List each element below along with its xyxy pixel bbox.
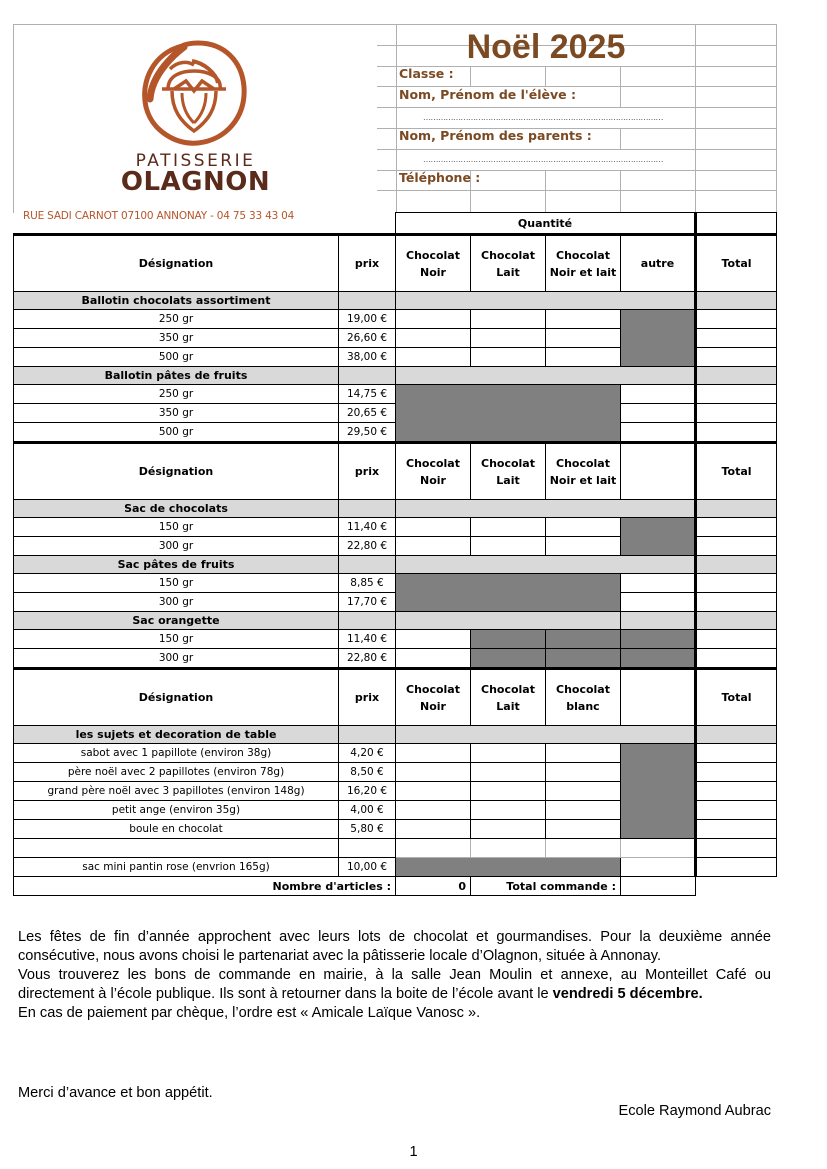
qty-chocolat-lait-input[interactable] — [471, 329, 546, 348]
category-total-blank — [696, 367, 777, 385]
category-total-blank — [696, 612, 777, 630]
product-price: 10,00 € — [339, 858, 396, 877]
product-price: 4,20 € — [339, 744, 396, 763]
quantite-header: Quantité — [396, 213, 696, 235]
product-row — [14, 385, 777, 404]
patisserie-logo — [13, 24, 377, 213]
unavailable-cell — [471, 649, 546, 669]
category-total-blank — [696, 500, 777, 518]
unavailable-cell — [621, 630, 696, 649]
row-total — [696, 858, 777, 877]
category-price-blank — [339, 367, 396, 385]
product-label: 150 gr — [14, 518, 339, 537]
product-label: boule en chocolat — [14, 820, 339, 839]
qty-autre-input[interactable] — [621, 839, 696, 858]
category-blank — [396, 500, 696, 518]
qty-chocolat-3-input[interactable] — [546, 763, 621, 782]
page-number: 1 — [409, 1144, 418, 1160]
hazelnut-logo-icon — [132, 39, 257, 147]
product-label: 150 gr — [14, 574, 339, 593]
chocolat-lait-header: Chocolat Lait — [471, 443, 546, 500]
unavailable-cell — [396, 574, 621, 612]
eleve-name-label: Nom, Prénom de l'élève : — [399, 87, 576, 102]
qty-autre-input[interactable] — [621, 423, 696, 443]
category-price-blank — [339, 726, 396, 744]
qty-chocolat-lait-input[interactable] — [471, 763, 546, 782]
product-row — [14, 593, 777, 612]
category-row — [14, 292, 777, 310]
category-price-blank — [339, 500, 396, 518]
grid-line — [620, 66, 621, 108]
qty-chocolat-noir-input[interactable] — [396, 820, 471, 839]
grid-line — [376, 190, 776, 191]
product-price: 14,75 € — [339, 385, 396, 404]
product-label: 500 gr — [14, 348, 339, 367]
category-row — [14, 500, 777, 518]
category-blank — [396, 726, 696, 744]
grid-line — [545, 66, 546, 87]
qty-chocolat-noir-input[interactable] — [396, 839, 471, 858]
grid-line — [620, 128, 621, 149]
row-total — [696, 385, 777, 404]
product-label: sac mini pantin rose (envrion 165g) — [14, 858, 339, 877]
product-price: 16,20 € — [339, 782, 396, 801]
designation-header: Désignation — [14, 443, 339, 500]
product-label: 350 gr — [14, 329, 339, 348]
product-price: 17,70 € — [339, 593, 396, 612]
qty-chocolat-3-input[interactable] — [546, 801, 621, 820]
qty-autre-input[interactable] — [621, 858, 696, 877]
category-blank — [396, 612, 621, 630]
chocolat-3-header: Chocolat Noir et lait — [546, 235, 621, 292]
eleve-name-field[interactable]: …………………………………………………………………………………… — [423, 113, 663, 122]
category-blank — [396, 367, 696, 385]
blank-cell — [696, 213, 777, 235]
total-commande-value — [621, 877, 696, 896]
row-total — [696, 537, 777, 556]
qty-chocolat-noir-input[interactable] — [396, 630, 471, 649]
product-label: 500 gr — [14, 423, 339, 443]
qty-chocolat-lait-input[interactable] — [471, 310, 546, 329]
signature: Ecole Raymond Aubrac — [618, 1103, 771, 1119]
unavailable-cell — [396, 385, 621, 443]
product-price: 8,85 € — [339, 574, 396, 593]
category-total-blank — [696, 556, 777, 574]
category-name: Sac pâtes de fruits — [14, 556, 339, 574]
qty-chocolat-noir-input[interactable] — [396, 310, 471, 329]
qty-chocolat-noir-input[interactable] — [396, 329, 471, 348]
product-price: 38,00 € — [339, 348, 396, 367]
category-row — [14, 556, 777, 574]
order-form-header — [13, 24, 776, 222]
unavailable-cell — [621, 518, 696, 556]
unavailable-cell — [546, 630, 621, 649]
qty-chocolat-lait-input[interactable] — [471, 782, 546, 801]
unavailable-cell — [621, 310, 696, 367]
order-table — [13, 212, 777, 896]
total-commande-label: Total commande : — [471, 877, 621, 896]
qty-chocolat-lait-input[interactable] — [471, 820, 546, 839]
logo-olagnon-text: OLAGNON — [120, 167, 271, 197]
thanks-text: Merci d’avance et bon appétit. — [18, 1085, 213, 1101]
category-price-blank — [339, 292, 396, 310]
column-header-row — [14, 669, 777, 726]
product-label: 150 gr — [14, 630, 339, 649]
qty-chocolat-lait-input[interactable] — [471, 801, 546, 820]
deadline-text: vendredi 5 décembre. — [552, 986, 703, 1002]
category-row — [14, 367, 777, 385]
order-summary-row — [14, 877, 777, 896]
prix-header: prix — [339, 443, 396, 500]
qty-chocolat-3-input[interactable] — [546, 537, 621, 556]
unavailable-cell — [546, 649, 621, 669]
product-price: 5,80 € — [339, 820, 396, 839]
chocolat-3-header: Chocolat Noir et lait — [546, 443, 621, 500]
total-header: Total — [696, 669, 777, 726]
qty-autre-input[interactable] — [621, 385, 696, 404]
qty-chocolat-noir-input[interactable] — [396, 744, 471, 763]
product-row — [14, 518, 777, 537]
qty-chocolat-lait-input[interactable] — [471, 348, 546, 367]
quantite-row — [14, 213, 777, 235]
category-blank — [621, 612, 696, 630]
product-label: 350 gr — [14, 404, 339, 423]
row-total — [696, 801, 777, 820]
category-name: Ballotin chocolats assortiment — [14, 292, 339, 310]
grid-line — [620, 170, 621, 212]
category-price-blank — [339, 612, 396, 630]
qty-chocolat-3-input[interactable] — [546, 839, 621, 858]
chocolat-noir-header: Chocolat Noir — [396, 669, 471, 726]
grid-line — [470, 66, 471, 87]
row-total — [696, 423, 777, 443]
column-header-row — [14, 235, 777, 292]
category-blank — [396, 292, 696, 310]
qty-autre-input[interactable] — [621, 404, 696, 423]
row-total — [696, 782, 777, 801]
unavailable-cell — [621, 744, 696, 839]
product-label — [14, 839, 339, 858]
classe-label: Classe : — [399, 66, 454, 81]
row-total — [696, 404, 777, 423]
autre-header — [621, 443, 696, 500]
grid-line — [545, 170, 546, 212]
category-total-blank — [696, 726, 777, 744]
product-label: 300 gr — [14, 593, 339, 612]
qty-autre-input[interactable] — [621, 593, 696, 612]
total-header: Total — [696, 235, 777, 292]
product-price: 22,80 € — [339, 537, 396, 556]
product-row — [14, 630, 777, 649]
qty-chocolat-noir-input[interactable] — [396, 782, 471, 801]
category-row — [14, 612, 777, 630]
unavailable-cell — [621, 649, 696, 669]
nombre-articles-value: 0 — [396, 877, 471, 896]
nombre-articles-label: Nombre d'articles : — [14, 877, 396, 896]
row-total — [696, 593, 777, 612]
parents-name-label: Nom, Prénom des parents : — [399, 128, 592, 143]
row-total — [696, 518, 777, 537]
product-price — [339, 839, 396, 858]
chocolat-noir-header: Chocolat Noir — [396, 235, 471, 292]
logo-address: RUE SADI CARNOT 07100 ANNONAY - 04 75 33 43 04 — [23, 210, 295, 222]
product-label: 250 gr — [14, 385, 339, 404]
product-price: 11,40 € — [339, 630, 396, 649]
product-price: 22,80 € — [339, 649, 396, 669]
product-label: 300 gr — [14, 649, 339, 669]
qty-chocolat-lait-input[interactable] — [471, 744, 546, 763]
row-total — [696, 310, 777, 329]
row-total — [696, 348, 777, 367]
product-row — [14, 744, 777, 763]
product-label: 250 gr — [14, 310, 339, 329]
chocolat-lait-header: Chocolat Lait — [471, 669, 546, 726]
unavailable-cell — [471, 630, 546, 649]
product-price: 26,60 € — [339, 329, 396, 348]
blank-cell — [14, 213, 396, 235]
product-label: grand père noël avec 3 papillotes (environ 148g) — [14, 782, 339, 801]
autre-header — [621, 669, 696, 726]
designation-header: Désignation — [14, 669, 339, 726]
grid-line — [376, 107, 776, 108]
prix-header: prix — [339, 669, 396, 726]
category-total-blank — [696, 292, 777, 310]
category-name: Ballotin pâtes de fruits — [14, 367, 339, 385]
qty-chocolat-3-input[interactable] — [546, 744, 621, 763]
category-name: Sac de chocolats — [14, 500, 339, 518]
product-label: 300 gr — [14, 537, 339, 556]
qty-chocolat-noir-input[interactable] — [396, 348, 471, 367]
product-label: petit ange (environ 35g) — [14, 801, 339, 820]
instructions-text: Vous trouverez les bons de commande en mairie, à la salle Jean Moulin et annexe, au Monteillet Café ou directement à l’école publique. Ils sont à retourner dans la boite de l’école avant le — [18, 967, 771, 1002]
product-price: 29,50 € — [339, 423, 396, 443]
product-row — [14, 310, 777, 329]
intro-paragraph — [18, 928, 771, 1023]
qty-chocolat-noir-input[interactable] — [396, 649, 471, 669]
designation-header: Désignation — [14, 235, 339, 292]
payment-text: En cas de paiement par chèque, l’ordre est « Amicale Laïque Vanosc ». — [18, 1005, 481, 1021]
qty-chocolat-noir-input[interactable] — [396, 518, 471, 537]
product-label: père noël avec 2 papillotes (environ 78g) — [14, 763, 339, 782]
product-row — [14, 574, 777, 593]
product-price: 8,50 € — [339, 763, 396, 782]
product-price: 19,00 € — [339, 310, 396, 329]
category-row — [14, 726, 777, 744]
row-total — [696, 839, 777, 858]
row-total — [696, 763, 777, 782]
qty-chocolat-3-input[interactable] — [546, 310, 621, 329]
logo-patisserie-text: PATISSERIE — [135, 151, 256, 171]
product-price: 20,65 € — [339, 404, 396, 423]
page-title: Noël 2025 — [466, 28, 626, 66]
qty-chocolat-3-input[interactable] — [546, 329, 621, 348]
category-price-blank — [339, 556, 396, 574]
row-total — [696, 329, 777, 348]
unavailable-cell — [396, 858, 621, 877]
qty-chocolat-3-input[interactable] — [546, 820, 621, 839]
chocolat-3-header: Chocolat blanc — [546, 669, 621, 726]
total-header: Total — [696, 443, 777, 500]
product-row — [14, 404, 777, 423]
row-total — [696, 574, 777, 593]
row-total — [696, 820, 777, 839]
product-label: sabot avec 1 papillote (environ 38g) — [14, 744, 339, 763]
product-price: 4,00 € — [339, 801, 396, 820]
category-name: les sujets et decoration de table — [14, 726, 339, 744]
qty-chocolat-noir-input[interactable] — [396, 801, 471, 820]
intro-text: Les fêtes de fin d’année approchent avec leurs lots de chocolat et gourmandises. Pour la deuxième année consécutive, nous avons choisi le partenariat avec la pâtisserie locale d’Olagnon, située à Annonay. — [18, 929, 771, 964]
qty-chocolat-lait-input[interactable] — [471, 518, 546, 537]
autre-header: autre — [621, 235, 696, 292]
product-row — [14, 839, 777, 858]
telephone-label: Téléphone : — [399, 170, 481, 185]
chocolat-lait-header: Chocolat Lait — [471, 235, 546, 292]
product-row — [14, 423, 777, 443]
row-total — [696, 744, 777, 763]
category-name: Sac orangette — [14, 612, 339, 630]
qty-chocolat-noir-input[interactable] — [396, 763, 471, 782]
parents-name-field[interactable]: …………………………………………………………………………………… — [423, 155, 663, 164]
product-price: 11,40 € — [339, 518, 396, 537]
qty-chocolat-3-input[interactable] — [546, 518, 621, 537]
qty-chocolat-3-input[interactable] — [546, 348, 621, 367]
column-header-row — [14, 443, 777, 500]
row-total — [696, 649, 777, 669]
product-row — [14, 649, 777, 669]
product-row — [14, 858, 777, 877]
prix-header: prix — [339, 235, 396, 292]
chocolat-noir-header: Chocolat Noir — [396, 443, 471, 500]
qty-chocolat-noir-input[interactable] — [396, 537, 471, 556]
qty-chocolat-lait-input[interactable] — [471, 537, 546, 556]
qty-chocolat-lait-input[interactable] — [471, 839, 546, 858]
qty-autre-input[interactable] — [621, 574, 696, 593]
row-total — [696, 630, 777, 649]
qty-chocolat-3-input[interactable] — [546, 782, 621, 801]
category-blank — [396, 556, 696, 574]
grid-line — [376, 149, 776, 150]
